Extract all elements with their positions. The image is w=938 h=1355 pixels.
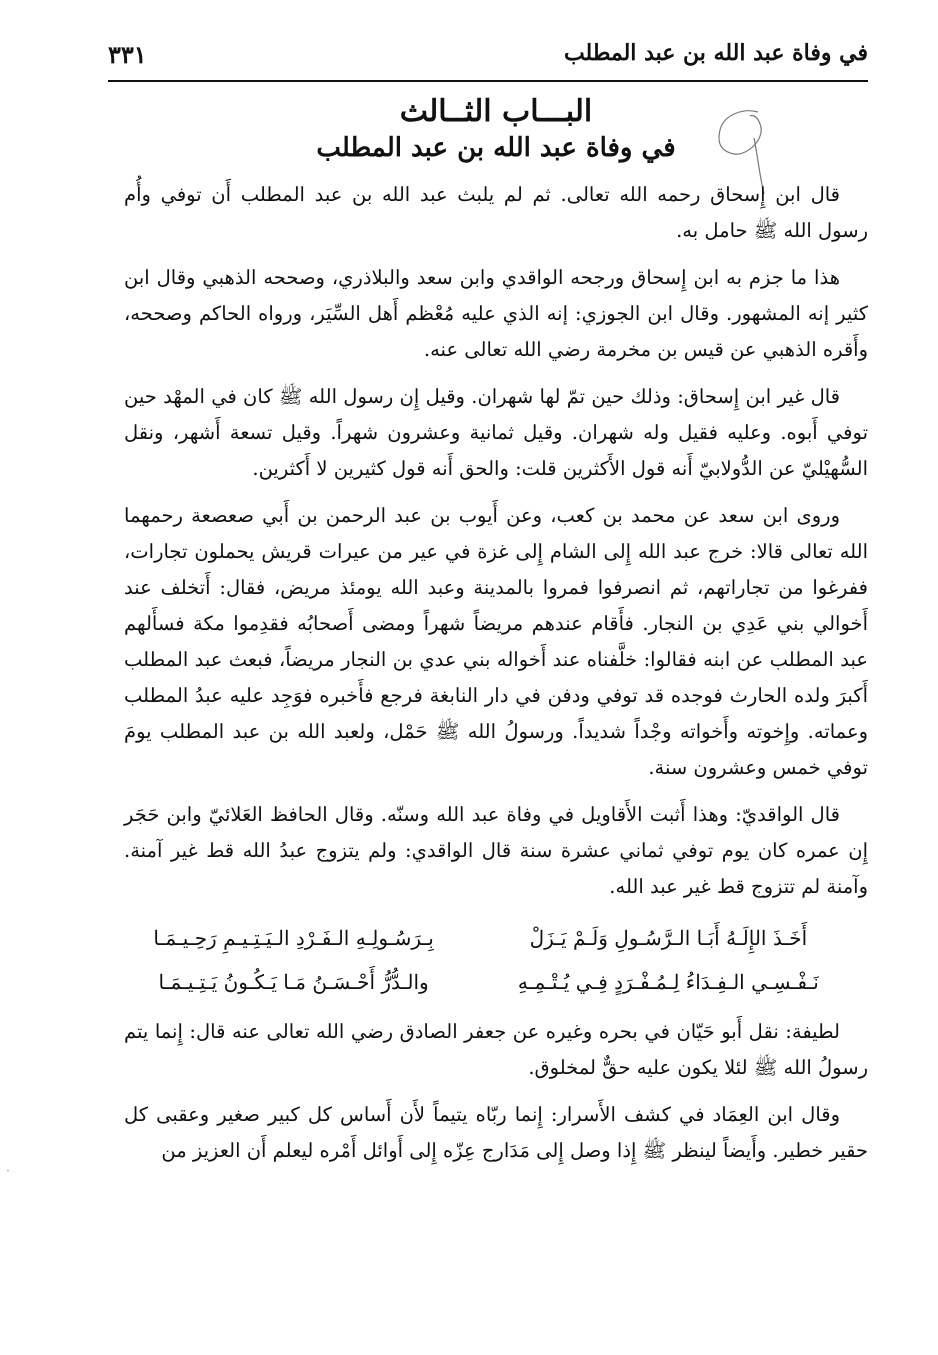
verse-first-hemistich: نَـفْـسِـي الـفِـدَاءُ لِـمُـفْـرَدٍ فِـي يُـتْـمِـهِ [517, 970, 819, 994]
verse-line [134, 960, 828, 1004]
verse-first-hemistich: أَخَـذَ الإِلَـهُ أَبَـا الـرَّسُـولِ وَلَـمْ يَـزَلْ [529, 926, 808, 950]
paragraph: وروى ابن سعد عن محمد بن كعب، وعن أَيوب بن عبد الرحمن بن أَبي صعصعة رحمهما الله تعالى قالا: خرج عبد الله إِلى الشام إِلى غزة في عير من عيرات قريش يحملون تجارات، ففرغوا من تجاراتهم، ثم انصرفوا فمروا بالمدينة وعبد الله يومئذ مريض، فقال: أَتخلف عند أَخوالي بني عَدِي بن النجار. فأَقام عندهم مريضاً شهراً ومضى أَصحابُه فقدِموا مكة فسأَلهم عبد المطلب عن ابنه فقالوا: خلَّفناه عند أَخواله بني عدي بن النجار مريضاً، فبعث عبد المطلب أَكبرَ ولده الحارث فوجده قد توفي ودفن في دار النابغة فرجع فأَخبره فوَجِد عليه عبدُ المطلب وعماته. وإِخوته وأَخواته وجْداً شديداً. ورسولُ الله ﷺ حَمْل، ولعبد الله بن عبد المطلب يومَ توفي خمس وعشرون سنة. [124, 504, 868, 779]
verse-second-hemistich: والـدُّرُّ أَحْـسَـنُ مَـا يَـكُـونُ يَـتِـيـمَـا [158, 970, 429, 994]
page-body [124, 88, 868, 1180]
running-title: في وفاة عبد الله بن عبد المطلب [563, 40, 868, 66]
poem-verses [134, 916, 828, 1004]
chapter-heading: البـــاب الثــالث [399, 94, 593, 129]
verse-second-hemistich: بِـرَسُـولِـهِ الـفَـرْدِ الـيَـتِـيـمِ رَحِـيـمَـا [153, 926, 434, 950]
paragraph: قال ابن إِسحاق رحمه الله تعالى. ثم لم يلبث عبد الله بن عبد المطلب أَن توفي وأُم رسول الله ﷺ حامل به. [124, 183, 868, 242]
margin-speck: · [6, 1164, 10, 1178]
paragraph: قال غير ابن إِسحاق: وذلك حين تمّ لها شهران. وقيل إِن رسول الله ﷺ كان في المهْد حين توفي أَبوه. وعليه فقيل وله شهران. وقيل ثمانية وعشرون شهراً. وقيل تسعة أَشهر، ونقل السُّهيْليّ عن الدُّولابيّ أَنه قول الأَكثرين قلت: والحق أَنه قول كثيرين لا أَكثرين. [124, 385, 868, 480]
paragraph: هذا ما جزم به ابن إِسحاق ورجحه الواقدي وابن سعد والبلاذري، وصححه الذهبي وقال ابن كثير إنه المشهور. وقال ابن الجوزي: إنه الذي عليه مُعْظم أَهل السِّيَر، ورواه الحاكم وصححه، وأَقره الذهبي عن قيس بن مخرمة رضي الله تعالى عنه. [124, 266, 868, 361]
paragraph: لطيفة: نقل أَبو حَيّان في بحره وغيره عن جعفر الصادق رضي الله تعالى عنه قال: إِنما يتم رسولُ الله ﷺ لئلا يكون عليه حقٌّ لمخلوق. [124, 1020, 868, 1079]
page-number: ٣٣١ [108, 40, 147, 69]
paragraph: قال الواقديّ: وهذا أَثبت الأَقاويل في وفاة عبد الله وسنّه. وقال الحافظ العَلائيّ وابن حَجَر إِن عمره كان يوم توفي ثماني عشرة سنة قال الواقدي: ولم يتزوج عبدُ الله قط غير آمنة. وآمنة لم تتزوج قط غير عبد الله. [124, 803, 868, 898]
chapter-subheading: في وفاة عبد الله بن عبد المطلب [316, 133, 676, 163]
verse-line [134, 916, 828, 960]
running-header [108, 36, 868, 82]
paragraph: وقال ابن العِمَاد في كشف الأَسرار: إِنما ربّاه يتيماً لأَن أَساس كل كبير صغير وعقبى كل حقير خطير. وأَيضاً لينظر ﷺ إِذا وصل إِلى مَدَارج عِزّه إِلى أَوائل أَمْره ليعلم أَن العزيز من [124, 1103, 868, 1162]
